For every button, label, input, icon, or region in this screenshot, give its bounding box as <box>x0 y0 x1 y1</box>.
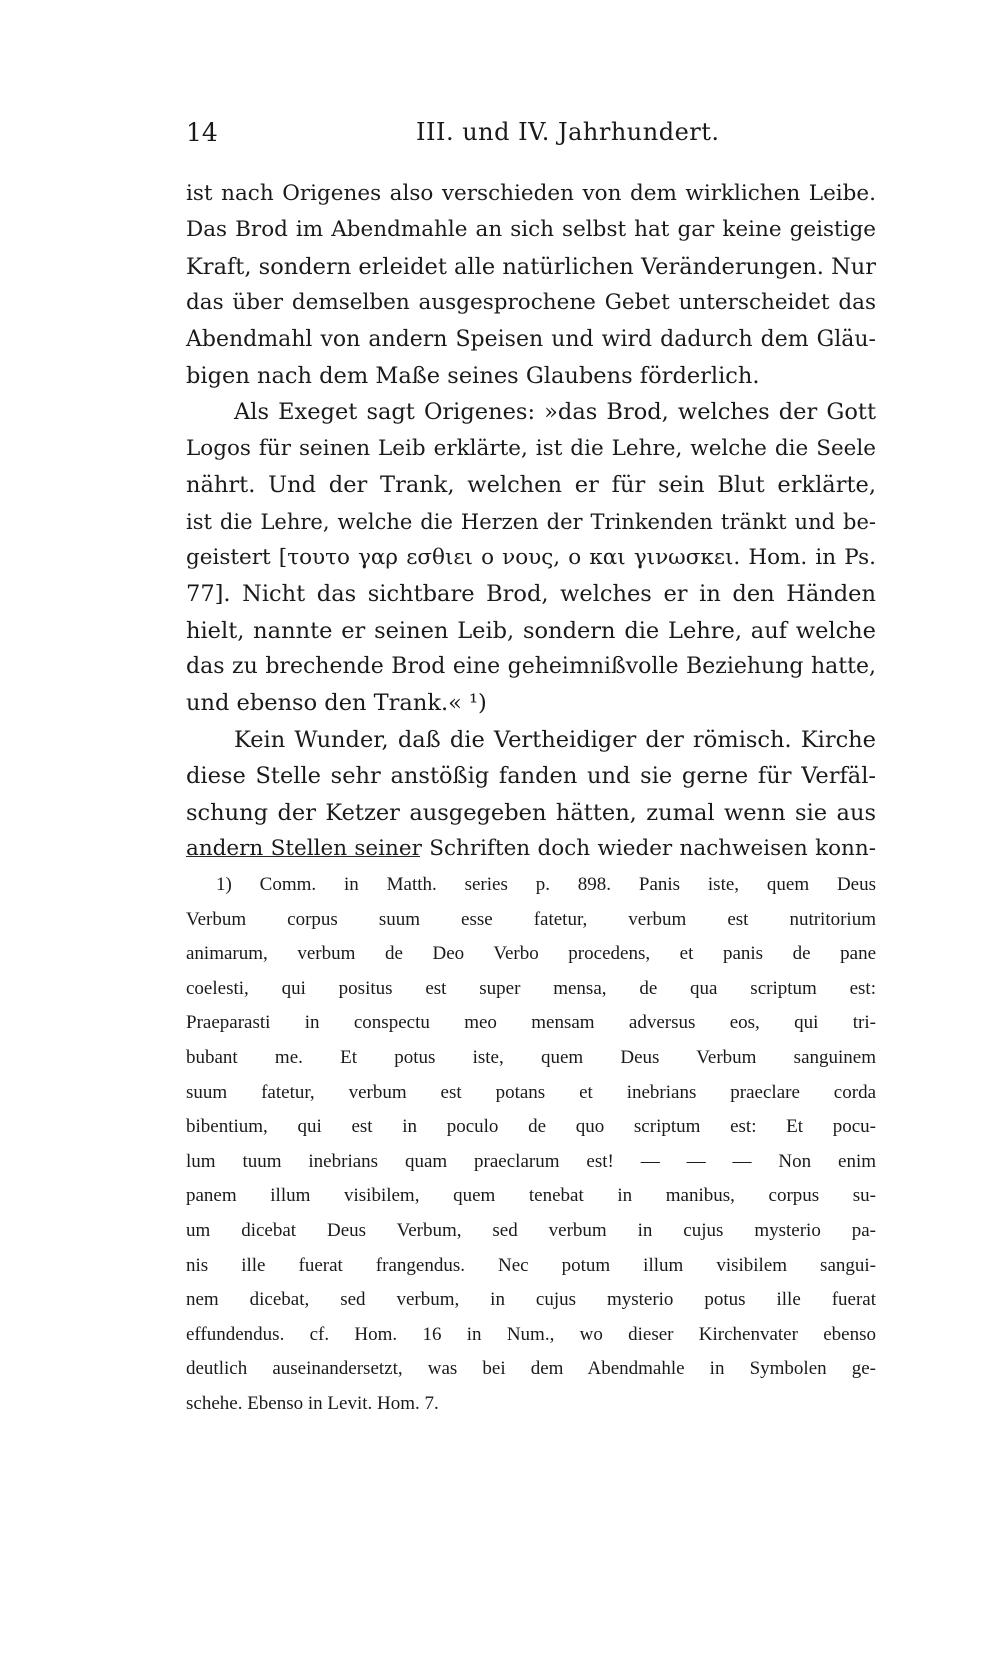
text-line: schung der Ketzer ausgegeben hätten, zumal wenn sie aus <box>186 799 876 826</box>
text-line: ist die Lehre, welche die Herzen der Trinkenden tränkt und be- <box>186 509 876 534</box>
footnote-line: bibentium, qui est in poculo de quo scriptum est: Et pocu- <box>186 1116 876 1138</box>
footnote-line: bubant me. Et potus iste, quem Deus Verbum sanguinem <box>186 1046 876 1068</box>
text-line: ist nach Origenes also verschieden von dem wirklichen Leibe. <box>186 181 876 206</box>
main-text <box>186 176 876 867</box>
text-line: Kraft, sondern erleidet alle natürlichen Veränderungen. Nur <box>186 253 877 280</box>
footnote-line: suum fatetur, verbum est potans et inebrians praeclare corda <box>186 1081 876 1103</box>
text-line: nährt. Und der Trank, welchen er für sein Blut erklärte, <box>186 472 876 499</box>
page-header <box>186 118 876 158</box>
footnote-line: schehe. Ebenso in Levit. Hom. 7. <box>186 1392 439 1414</box>
footnote-line: effundendus. cf. Hom. 16 in Num., wo dieser Kirchenvater ebenso <box>186 1323 876 1345</box>
text-line: hielt, nannte er seinen Leib, sondern die Lehre, auf welche <box>186 617 876 644</box>
footnote-line: Verbum corpus suum esse fatetur, verbum est nutritorium <box>186 908 876 930</box>
text-line: andern Stellen seiner Schriften doch wieder nachweisen konn- <box>186 836 876 862</box>
text-line: Abendmahl von andern Speisen und wird dadurch dem Gläu- <box>186 326 876 352</box>
footnote-line: lum tuum inebrians quam praeclarum est! — — — Non enim <box>186 1150 876 1172</box>
footnote-line: deutlich auseinandersetzt, was bei dem Abendmahle in Symbolen ge- <box>186 1358 876 1380</box>
text-line: 77]. Nicht das sichtbare Brod, welches er in den Händen <box>186 581 876 608</box>
footnote <box>186 868 876 1422</box>
footnote-line: nis ille fuerat frangendus. Nec potum illum visibilem sangui- <box>186 1254 876 1276</box>
footnote-line: Praeparasti in conspectu meo mensam adversus eos, qui tri- <box>186 1012 876 1034</box>
text-line: Als Exeget sagt Origenes: »das Brod, welches der Gott <box>234 399 876 426</box>
text-line: das zu brechende Brod eine geheimnißvolle Beziehung hatte, <box>186 654 876 680</box>
footnote-line: nem dicebat, sed verbum, in cujus mysterio potus ille fuerat <box>186 1289 876 1311</box>
text-line: geistert [τουτο γαρ εσθιει ο νους, ο και γινωσκει. Hom. in Ps. <box>186 544 876 570</box>
text-line: bigen nach dem Maße seines Glaubens förderlich. <box>186 362 760 389</box>
footnote-line: coelesti, qui positus est super mensa, de qua scriptum est: <box>186 977 876 999</box>
running-head: III. und IV. Jahrhundert. <box>416 118 720 146</box>
text-line: Kein Wunder, daß die Vertheidiger der römisch. Kirche <box>234 726 876 753</box>
footnote-line: panem illum visibilem, quem tenebat in manibus, corpus su- <box>186 1185 876 1207</box>
footnote-separator <box>186 856 420 857</box>
text-line: Logos für seinen Leib erklärte, ist die Lehre, welche die Seele <box>186 435 876 461</box>
text-line: das über demselben ausgesprochene Gebet unterscheidet das <box>186 290 876 316</box>
footnote-line: animarum, verbum de Deo Verbo procedens, et panis de pane <box>186 943 876 965</box>
text-line: diese Stelle sehr anstößig fanden und sie gerne für Verfäl- <box>186 763 876 790</box>
footnote-line: um dicebat Deus Verbum, sed verbum in cujus mysterio pa- <box>186 1219 876 1241</box>
text-line: Das Brod im Abendmahle an sich selbst hat gar keine geistige <box>186 217 876 243</box>
footnote-line: 1) Comm. in Matth. series p. 898. Panis iste, quem Deus <box>216 874 876 895</box>
page-number: 14 <box>186 118 218 147</box>
text-line: und ebenso den Trank.« ¹) <box>186 690 487 717</box>
